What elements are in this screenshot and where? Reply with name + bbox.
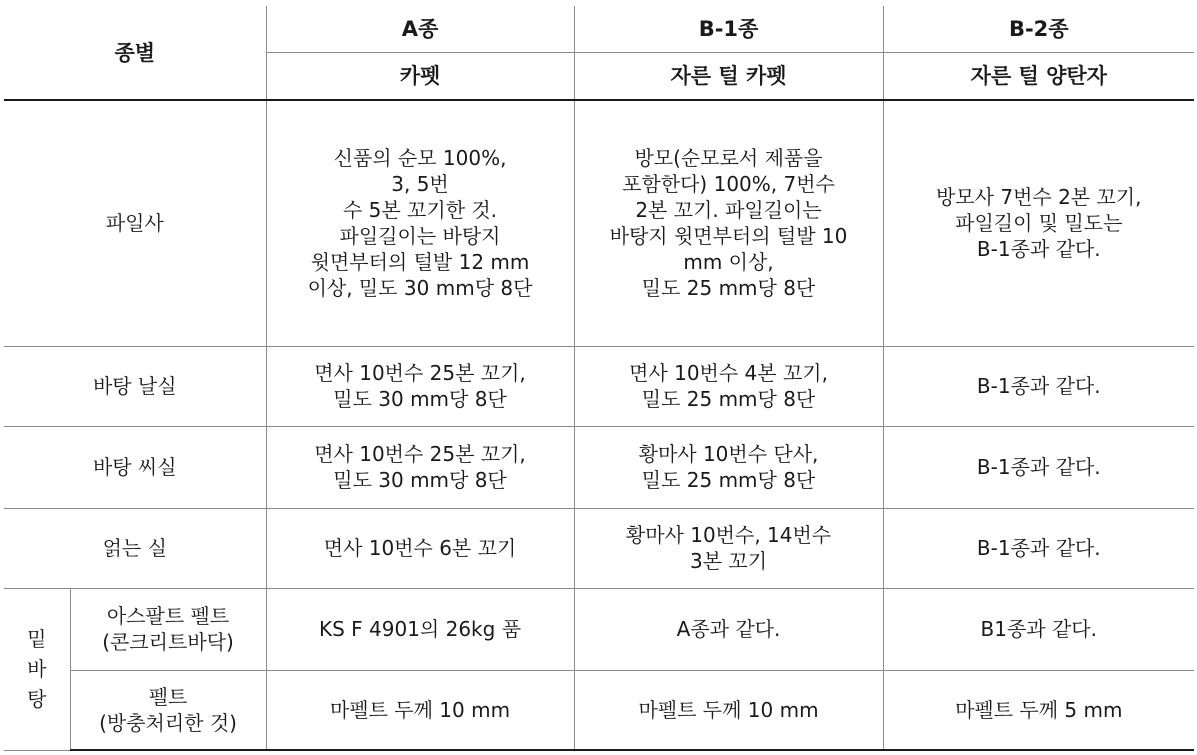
cell-felt-b2: 마펠트 두께 5 mm	[883, 670, 1194, 750]
cell-pile-yarn-b2: 방모사 7번수 2본 꼬기, 파일길이 및 밀도는 B-1종과 같다.	[883, 100, 1194, 346]
row-pile-yarn	[4, 100, 1194, 346]
col-b2-type: B-2종	[883, 6, 1194, 52]
cell-weft-a: 면사 10번수 25본 꼬기, 밀도 30 mm당 8단	[266, 426, 574, 508]
row-felt	[4, 670, 1194, 750]
cell-weft-b2: B-1종과 같다.	[883, 426, 1194, 508]
row-label-binding: 얽는 실	[4, 508, 266, 588]
cell-asphalt-felt-b1: A종과 같다.	[574, 588, 883, 670]
row-label-warp: 바탕 날실	[4, 346, 266, 426]
cell-pile-yarn-a: 신품의 순모 100%, 3, 5번 수 5본 꼬기한 것. 파일길이는 바탕지 윗면부터의 털발 12 mm 이상, 밀도 30 mm당 8단	[266, 100, 574, 346]
header-row-type	[4, 6, 1194, 52]
row-label-weft: 바탕 씨실	[4, 426, 266, 508]
row-asphalt-felt	[4, 588, 1194, 670]
cell-felt-b1: 마펠트 두께 10 mm	[574, 670, 883, 750]
cell-asphalt-felt-b2: B1종과 같다.	[883, 588, 1194, 670]
cell-binding-b2: B-1종과 같다.	[883, 508, 1194, 588]
col-b1-type: B-1종	[574, 6, 883, 52]
row-binding	[4, 508, 1194, 588]
col-a-type: A종	[266, 6, 574, 52]
cell-felt-a: 마펠트 두께 10 mm	[266, 670, 574, 750]
row-label-asphalt-felt: 아스팔트 펠트 (콘크리트바닥)	[70, 588, 266, 670]
carpet-spec-table	[4, 6, 1194, 751]
row-weft	[4, 426, 1194, 508]
category-header: 종별	[4, 6, 266, 100]
cell-binding-a: 면사 10번수 6본 꼬기	[266, 508, 574, 588]
row-warp	[4, 346, 1194, 426]
cell-asphalt-felt-a: KS F 4901의 26kg 품	[266, 588, 574, 670]
row-label-pile-yarn: 파일사	[4, 100, 266, 346]
cell-warp-b1: 면사 10번수 4본 꼬기, 밀도 25 mm당 8단	[574, 346, 883, 426]
col-b1-name: 자른 털 카펫	[574, 52, 883, 100]
col-a-name: 카펫	[266, 52, 574, 100]
col-b2-name: 자른 털 양탄자	[883, 52, 1194, 100]
cell-pile-yarn-b1: 방모(순모로서 제품을 포함한다) 100%, 7번수 2본 꼬기. 파일길이는 바탕지 윗면부터의 털발 10 mm 이상, 밀도 25 mm당 8단	[574, 100, 883, 346]
row-label-felt: 펠트 (방충처리한 것)	[70, 670, 266, 750]
cell-weft-b1: 황마사 10번수 단사, 밀도 25 mm당 8단	[574, 426, 883, 508]
cell-warp-b2: B-1종과 같다.	[883, 346, 1194, 426]
cell-binding-b1: 황마사 10번수, 14번수 3본 꼬기	[574, 508, 883, 588]
cell-warp-a: 면사 10번수 25본 꼬기, 밀도 30 mm당 8단	[266, 346, 574, 426]
underlay-group-label: 밑 바 탕	[4, 588, 70, 750]
